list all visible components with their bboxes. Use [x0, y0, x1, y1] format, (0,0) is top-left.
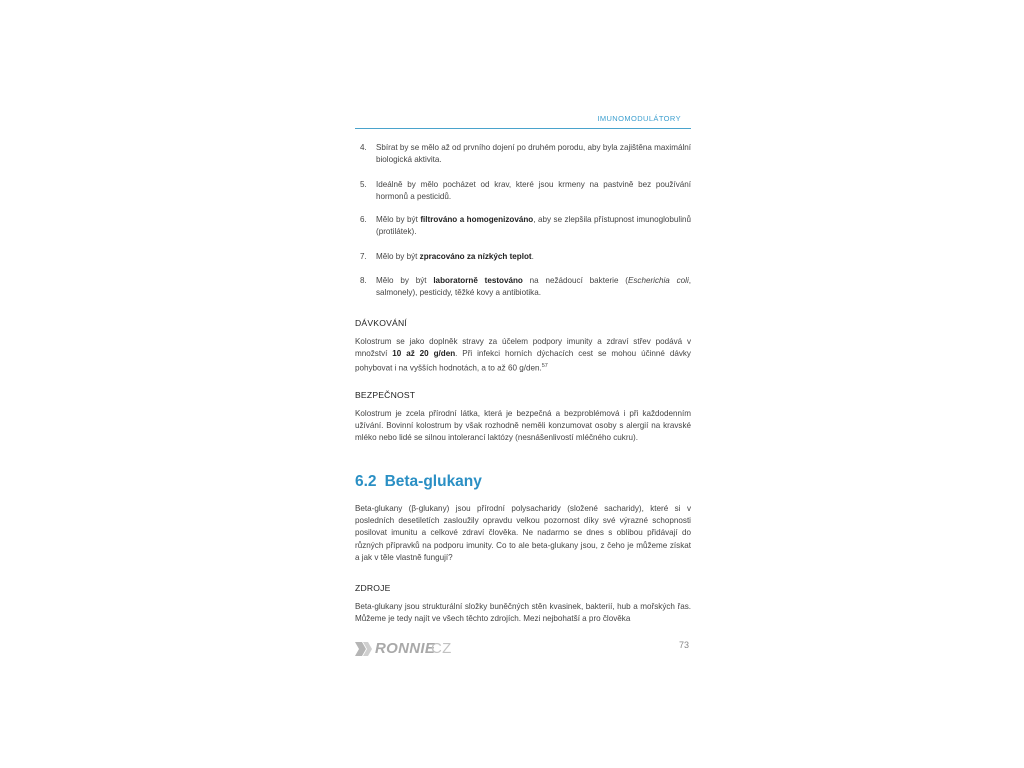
section-intro-paragraph: Beta-glukany (β-glukany) jsou přírodní polysacharidy (složené sacharidy), které si v posledních desetiletích zasloužily opravdu velkou pozornost díky své výrazné schopnosti posilovat imunitu a celkové zdraví člověka. Ne nadarmo se dnes s oblibou přidávají do různých přípravků na podporu imunity. Co to ale beta-glukany jsou, z čeho je můžeme získat a jak v těle vlastně fungují? [355, 504, 691, 562]
list-text: Ideálně by mělo pocházet od krav, které jsou krmeny na pastvině bez používání hormonů a pesticidů. [376, 180, 691, 202]
book-page [355, 110, 691, 670]
list-text: Mělo by být filtrováno a homogenizováno, aby se zlepšila přístupnost imunoglobulinů (protilátek). [376, 215, 692, 237]
brand-logo [355, 640, 485, 658]
emphasis: laboratorně testováno [433, 276, 523, 285]
emphasis: zpracováno za nízkých teplot [419, 252, 532, 261]
list-item [360, 251, 691, 263]
species-name: Escherichia coli [627, 276, 689, 285]
section-title: Beta-glukany [384, 473, 482, 490]
list-number: 7. [360, 252, 367, 261]
safety-paragraph: Kolostrum je zcela přírodní látka, která je bezpečná a bezproblémová i při každodenním užívání. Bovinní kolostrum by však rozhodně neměli konzumovat osoby s alergií na kravské mléko nebo lidé se silnou intolerancí laktózy (nesnášenlivostí mléčného cukru). [355, 409, 691, 443]
running-header [355, 114, 691, 129]
list-item [360, 275, 691, 299]
logo-word-primary: RONNIE [375, 640, 436, 657]
safety-heading: BEZPEČNOST [355, 390, 416, 400]
page-number: 73 [678, 640, 689, 650]
section-number: 6.2 [355, 473, 377, 490]
reference-number: 57 [541, 363, 548, 370]
list-item [360, 214, 691, 238]
list-text: Mělo by být laboratorně testováno na nežádoucí bakterie (Escherichia coli, salmonely), pesticidy, těžké kovy a antibiotika. [376, 276, 691, 298]
sources-heading: ZDROJE [355, 583, 391, 593]
dosage-emphasis: 10 až 20 g/den [392, 349, 456, 359]
section-label: IMUNOMODULÁTORY [597, 114, 681, 123]
dosage-heading: DÁVKOVÁNÍ [355, 318, 407, 328]
chevron-logo-icon [355, 642, 373, 656]
dosage-paragraph: Kolostrum se jako doplněk stravy za účelem podpory imunity a zdraví střev podává v množství 10 až 20 g/den. Při infekci horních dýchacích cest se mohou účinné dávky pohybovat i na vyšších hodnotách, a to až 60 g/den.$^{57}$ [355, 337, 691, 374]
sources-paragraph: Beta-glukany jsou strukturální složky buněčných stěn kvasinek, bakterií, hub a mořských řas. Můžeme je tedy najít ve všech těchto zdrojích. Mezi nejbohatší a pro člověka [355, 602, 691, 624]
list-text: Sbírat by se mělo až od prvního dojení po druhém porodu, aby byla zajištěna maximální biologická aktivita. [376, 143, 691, 165]
section-heading [355, 473, 482, 491]
list-item [360, 179, 691, 203]
list-number: 4. [360, 143, 367, 152]
list-text: Mělo by být zpracováno za nízkých teplot. [376, 252, 534, 261]
list-number: 8. [360, 276, 367, 285]
emphasis: filtrováno a homogenizováno [420, 215, 534, 224]
logo-word-secondary: CZ [431, 640, 452, 657]
list-number: 6. [360, 215, 367, 224]
list-number: 5. [360, 180, 367, 189]
list-item [360, 142, 691, 166]
